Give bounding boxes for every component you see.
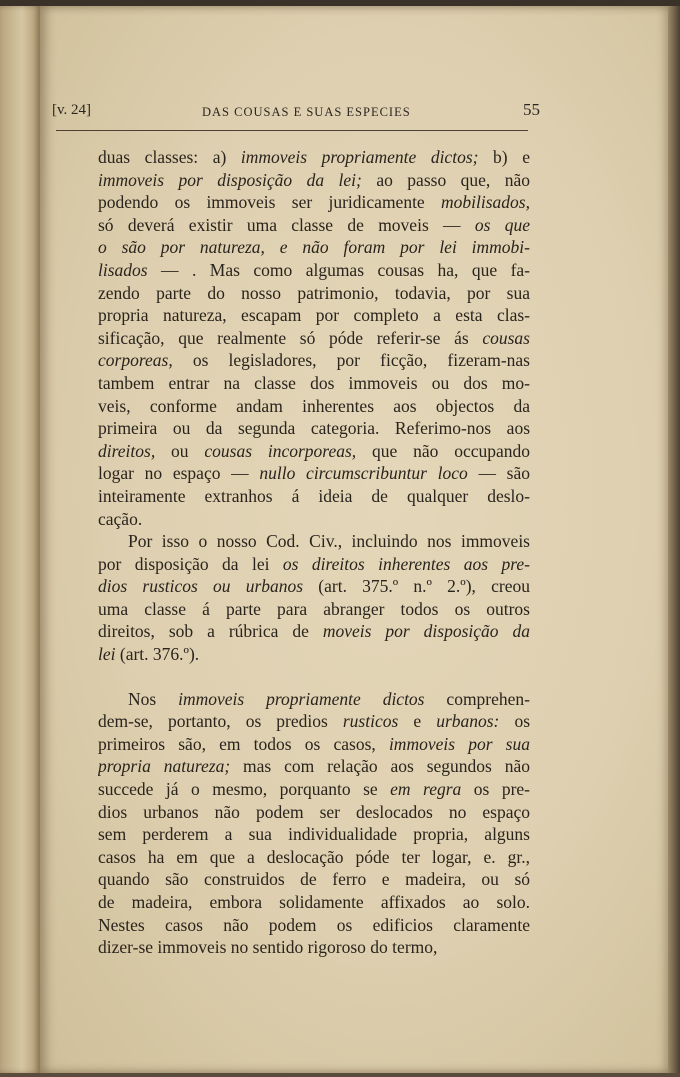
- text-line: [98, 191, 530, 214]
- italic-text: immoveis por sua: [388, 733, 530, 754]
- text-run: propria natureza, escapam por completo a esta clas-: [98, 305, 530, 326]
- text-line: [98, 598, 530, 621]
- text-run: — são: [467, 463, 530, 484]
- text-run: sem perderem a sua individualidade propria, alguns: [98, 824, 530, 845]
- italic-text: nullo circumscribuntur loco: [259, 463, 468, 484]
- text-run: que não occupando: [356, 440, 530, 461]
- text-run: duas classes: a): [98, 147, 241, 167]
- text-line: [98, 936, 530, 959]
- text-line: [98, 823, 530, 846]
- text-run: podendo os immoveis ser juridicamente: [98, 192, 442, 213]
- text-run: os pre-: [461, 779, 530, 800]
- text-run: quando são construidos de ferro e madeira, ou só: [98, 869, 530, 890]
- page-right-edge: [668, 6, 680, 1073]
- text-line: [98, 214, 530, 237]
- italic-text: os que: [474, 214, 530, 235]
- italic-text: rusticos: [342, 711, 399, 732]
- text-run: logar no espaço —: [98, 463, 260, 484]
- text-run: (art. 375.º n.º 2.º), creou: [303, 576, 530, 597]
- text-run: — . Mas como algumas cousas ha, que fa-: [147, 259, 530, 280]
- text-line: [98, 553, 530, 576]
- italic-text: os direitos inherentes aos pre-: [282, 553, 530, 574]
- text-line: [98, 733, 530, 756]
- text-run: veis, conforme andam inherentes aos objectos da: [98, 395, 530, 416]
- italic-text: o são por natureza, e não foram por lei immobi-: [98, 237, 530, 258]
- header-rule: [56, 130, 528, 131]
- text-line: [98, 349, 530, 372]
- italic-text: moveis por disposição da: [322, 621, 530, 642]
- text-line: [98, 395, 530, 418]
- text-line: [98, 169, 530, 192]
- text-run: Nos: [128, 688, 179, 709]
- text-line: [98, 236, 530, 259]
- text-line: [98, 462, 530, 485]
- text-line: [98, 891, 530, 914]
- text-run: dem-se, portanto, os predios: [98, 711, 343, 732]
- text-run: direitos, sob a rúbrica de: [98, 621, 323, 642]
- text-run: zendo parte do nosso patrimonio, todavia, por sua: [98, 282, 530, 303]
- running-title: DAS COUSAS E SUAS ESPECIES: [202, 105, 411, 119]
- text-run: por disposição da lei: [98, 553, 283, 574]
- italic-text: immoveis propriamente dictos: [178, 688, 425, 709]
- italic-text: direitos,: [98, 440, 156, 461]
- text-line: [98, 688, 530, 711]
- text-line: [98, 575, 530, 598]
- italic-text: cousas incorporeas,: [204, 440, 357, 461]
- text-run: dios urbanos não podem ser deslocados no espaço: [98, 801, 530, 822]
- text-run: inteiramente extranhos á ideia de qualquer deslo-: [98, 485, 530, 506]
- text-line: [98, 508, 530, 531]
- text-run: b) e: [478, 147, 530, 167]
- text-run: sificação, que realmente só póde referir-se ás: [98, 327, 483, 348]
- text-line: [98, 259, 530, 282]
- text-line: [98, 801, 530, 824]
- text-run: succede já o mesmo, porquanto se: [98, 779, 391, 800]
- text-run: Nestes casos não podem os edificios claramente: [98, 914, 530, 935]
- text-run: os: [499, 711, 530, 732]
- text-line: [98, 620, 530, 643]
- italic-text: corporeas,: [98, 350, 173, 371]
- italic-text: immoveis propriamente dictos;: [240, 147, 479, 167]
- body-text: [98, 146, 530, 959]
- text-run: comprehen-: [424, 688, 530, 709]
- italic-text: propria natureza;: [98, 756, 231, 777]
- text-line: [98, 327, 530, 350]
- text-line: [98, 530, 530, 553]
- text-run: (art. 376.º).: [115, 644, 200, 665]
- text-run: e: [398, 711, 437, 732]
- italic-text: mobilisados,: [441, 192, 530, 213]
- text-line: [98, 440, 530, 463]
- left-page-edge: [0, 6, 40, 1073]
- text-line: [98, 146, 530, 169]
- running-head: [52, 100, 540, 126]
- text-line: [98, 755, 530, 778]
- text-run: Por isso o nosso Cod. Civ., incluindo nos immoveis: [128, 531, 530, 552]
- text-line: [98, 282, 530, 305]
- text-run: dizer-se immoveis no sentido rigoroso do termo,: [98, 937, 438, 958]
- text-line: [98, 304, 530, 327]
- text-line: [98, 914, 530, 937]
- text-line: [98, 778, 530, 801]
- italic-text: em regra: [390, 779, 462, 800]
- text-run: ao passo que, não: [361, 169, 530, 190]
- text-run: os legisladores, por ficção, fizeram-nas: [172, 350, 530, 371]
- italic-text: urbanos:: [436, 711, 500, 732]
- text-run: casos ha em que a deslocação póde ter logar, e. gr.,: [98, 846, 530, 867]
- scan-bottom-edge: [0, 1073, 680, 1077]
- text-run: tambem entrar na classe dos immoveis ou dos mo-: [98, 372, 530, 393]
- text-run: de madeira, embora solidamente affixados ao solo.: [98, 892, 530, 912]
- text-run: primeira ou da segunda categoria. Referimo-nos aos: [98, 418, 530, 439]
- text-line: [98, 710, 530, 733]
- text-run: primeiros são, em todos os casos,: [98, 733, 389, 754]
- italic-text: cousas: [482, 327, 530, 348]
- text-line: [98, 846, 530, 869]
- page-number: 55: [523, 100, 540, 119]
- italic-text: lei: [98, 644, 116, 665]
- text-line: [98, 372, 530, 395]
- text-run: cação.: [98, 508, 143, 529]
- text-line: [98, 417, 530, 440]
- italic-text: immoveis por disposição da lei;: [98, 169, 362, 190]
- text-run: uma classe á parte para abranger todos os outros: [98, 598, 530, 619]
- italic-text: dios rusticos ou urbanos: [98, 576, 304, 597]
- italic-text: lisados: [98, 259, 148, 280]
- text-run: só deverá existir uma classe de moveis —: [98, 214, 475, 235]
- text-run: ou: [155, 440, 205, 461]
- text-line: [98, 868, 530, 891]
- text-run: mas com relação aos segundos não: [230, 756, 530, 777]
- text-line: [98, 643, 530, 666]
- section-reference: [v. 24]: [52, 102, 92, 118]
- text-line: [98, 485, 530, 508]
